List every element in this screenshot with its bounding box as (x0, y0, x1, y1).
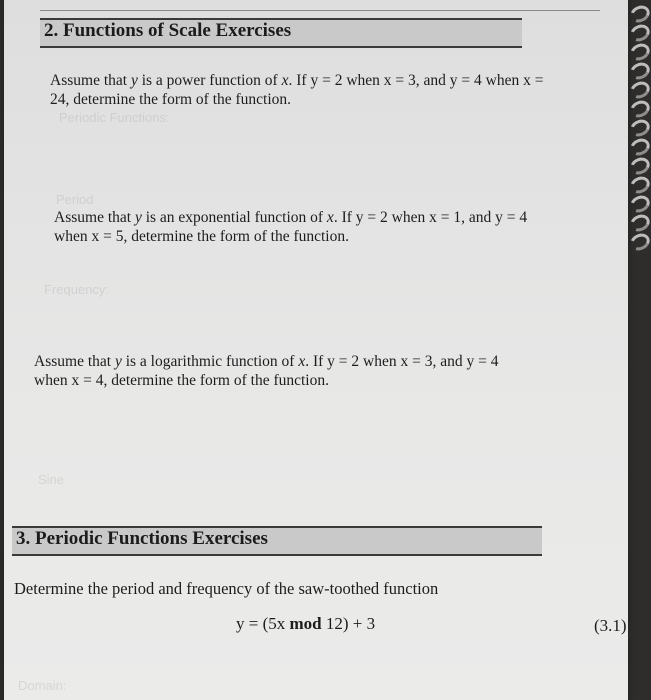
binding-coil (628, 136, 651, 159)
exercise-exponential-function: Assume that y is an exponential function of x. If y = 2 when x = 1, and y = 4 when x = 5, determine the form of the function. (54, 209, 528, 245)
binding-coil (628, 3, 651, 26)
binding-coil (628, 193, 651, 216)
binding-coil (628, 22, 651, 45)
bleed-through-text: Periodic Functions: (59, 110, 170, 125)
binding-coil (628, 79, 651, 102)
bleed-through-text: Period (56, 192, 94, 207)
binding-coil (628, 117, 651, 140)
section-3-title: 3. Periodic Functions Exercises (16, 528, 268, 549)
binding-coil (628, 98, 651, 121)
spiral-binding (628, 0, 651, 700)
equation-number: (3.1) (594, 616, 627, 635)
bleed-through-text: Domain: (18, 678, 67, 693)
bleed-through-text: Sine (38, 472, 65, 487)
binding-coil (628, 155, 651, 178)
exercise-power-function: Assume that y is a power function of x. If y = 2 when x = 3, and y = 4 when x = 24, determine the form of the function. (50, 72, 544, 108)
binding-coil (628, 60, 651, 83)
top-rule (40, 10, 600, 11)
binding-coil (628, 41, 651, 64)
section-2-title: 2. Functions of Scale Exercises (44, 20, 292, 41)
bleed-through-text: Frequency: (44, 282, 110, 297)
equation-3-1: y = (5x mod 12) + 3 (236, 614, 376, 633)
binding-coil (628, 212, 651, 235)
document-page (4, 0, 628, 700)
binding-coil (628, 231, 651, 254)
exercise-logarithmic-function: Assume that y is a logarithmic function of x. If y = 2 when x = 3, and y = 4 when x = 4, determine the form of the function. (34, 353, 499, 389)
binding-coil (628, 174, 651, 197)
exercise-saw-tooth: Determine the period and frequency of the saw-toothed function (14, 579, 439, 598)
